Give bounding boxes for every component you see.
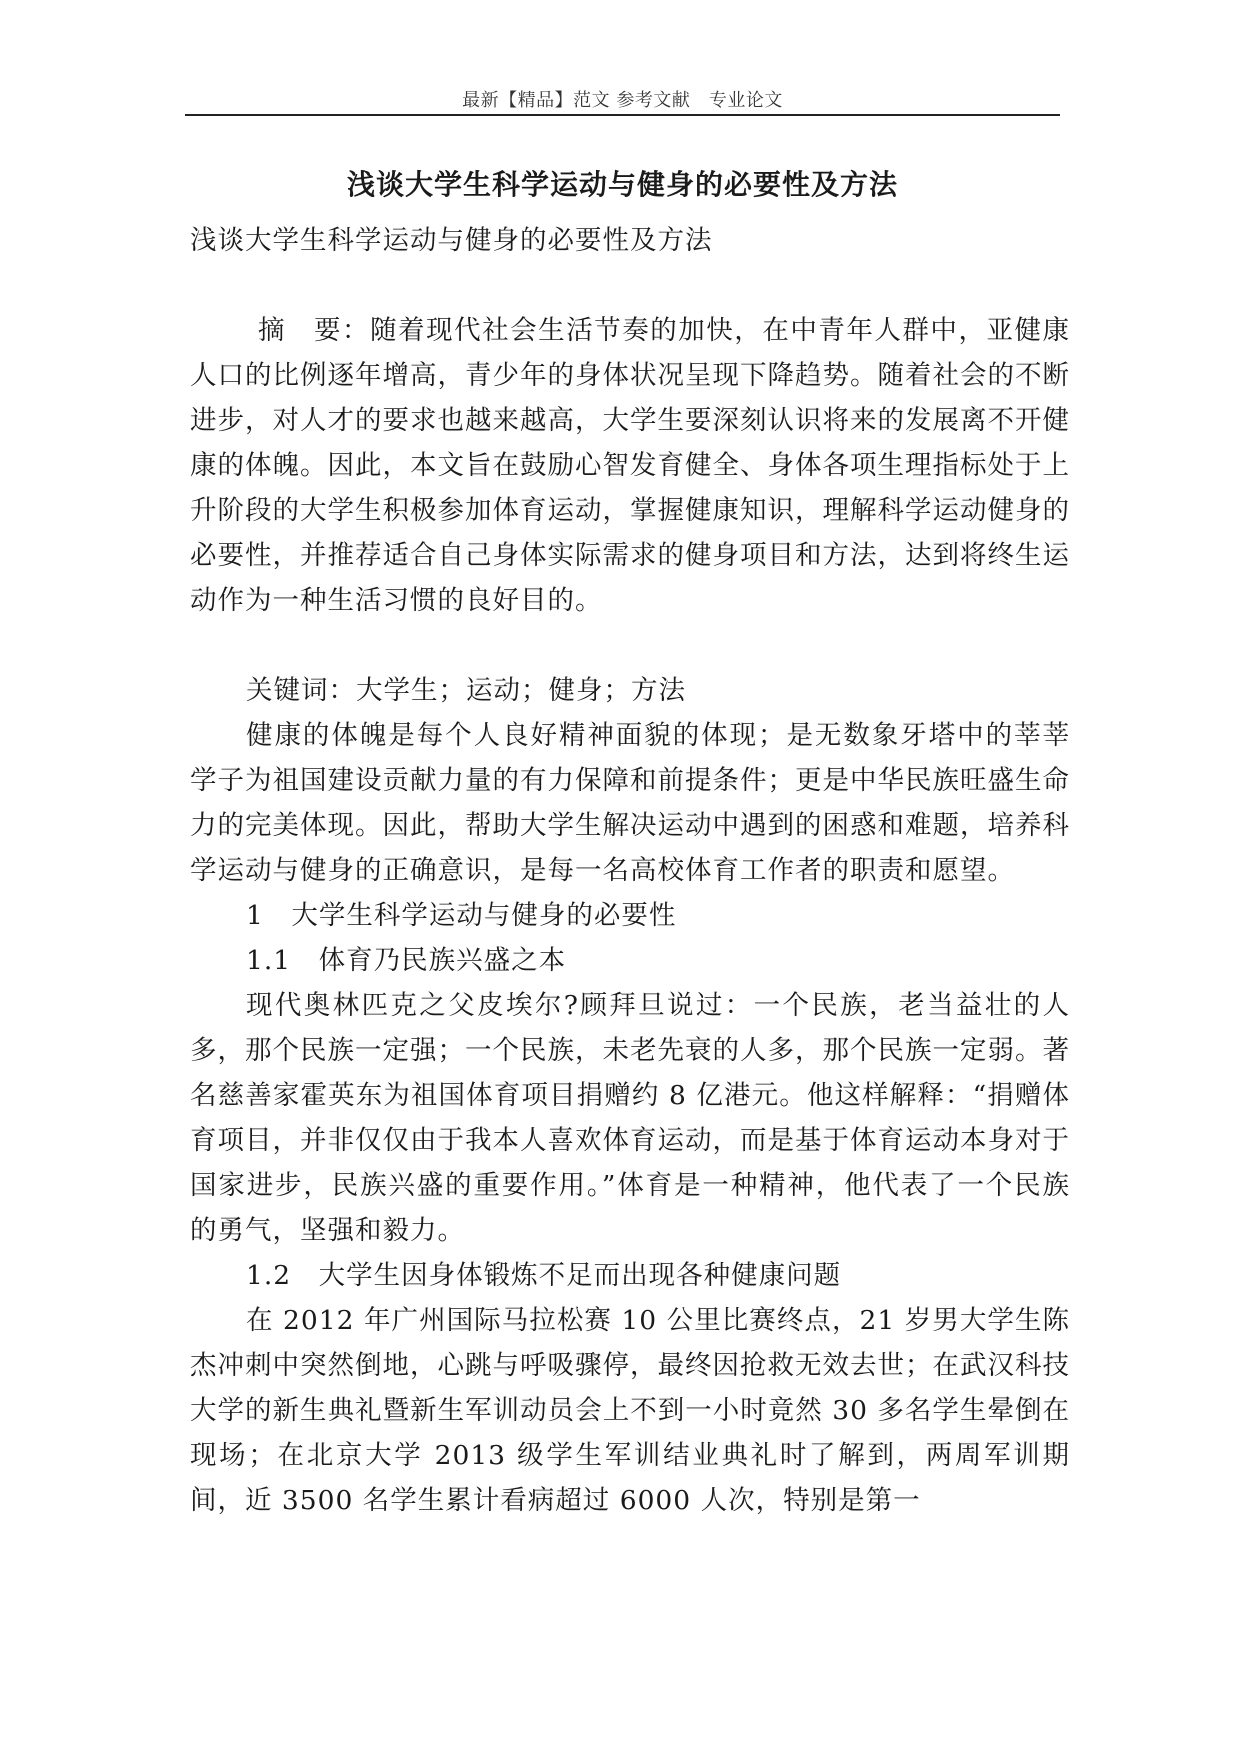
document-subtitle: 浅谈大学生科学运动与健身的必要性及方法 (190, 225, 713, 256)
document-title: 浅谈大学生科学运动与健身的必要性及方法 (346, 168, 898, 201)
abstract-paragraph: 摘 要：随着现代社会生活节奏的加快，在中青年人群中，亚健康人口的比例逐年增高，青少年的身体状况呈现下降趋势。随着社会的不断进步，对人才的要求也越来越高，大学生要深刻认识将来的发展离不开健康的体魄。因此，本文旨在鼓励心智发育健全、身体各项生理指标处于上升阶段的大学生积极参加体育运动，掌握健康知识，理解科学运动健身的必要性，并推荐适合自己身体实际需求的健身项目和方法，达到将终生运动作为一种生活习惯的良好目的。 (190, 315, 1070, 616)
header-divider (185, 114, 1060, 116)
body-paragraph-1-1: 现代奥林匹克之父皮埃尔?顾拜旦说过：一个民族，老当益壮的人多，那个民族一定强；一个民族，未老先衰的人多，那个民族一定弱。著名慈善家霍英东为祖国体育项目捐赠约 8 亿港元。他这样解释：“捐赠体育项目，并非仅仅由于我本人喜欢体育运动，而是基于体育运动本身对于国家进步，民族兴盛的重要作用。”体育是一种精神，他代表了一个民族的勇气，坚强和毅力。 (190, 990, 1070, 1246)
running-header: 最新【精品】范文 参考文献 专业论文 (462, 90, 783, 111)
body-paragraph-1-2: 在 2012 年广州国际马拉松赛 10 公里比赛终点，21 岁男大学生陈杰冲刺中突然倒地，心跳与呼吸骤停，最终因抢救无效去世；在武汉科技大学的新生典礼暨新生军训动员会上不到一小时竟然 30 多名学生晕倒在现场；在北京大学 2013 级学生军训结业典礼时了解到，两周军训期间，近 3500 名学生累计看病超过 6000 人次，特别是第一 (190, 1305, 1070, 1516)
keywords-line: 关键词：大学生；运动；健身；方法 (246, 675, 686, 706)
section-heading-1-1: 1.1 体育乃民族兴盛之本 (246, 945, 567, 976)
section-heading-1-2: 1.2 大学生因身体锻炼不足而出现各种健康问题 (246, 1260, 842, 1291)
intro-paragraph: 健康的体魄是每个人良好精神面貌的体现；是无数象牙塔中的莘莘学子为祖国建设贡献力量的有力保障和前提条件；更是中华民族旺盛生命力的完美体现。因此，帮助大学生解决运动中遇到的困惑和难题，培养科学运动与健身的正确意识，是每一名高校体育工作者的职责和愿望。 (190, 720, 1070, 886)
document-body (190, 218, 1070, 1523)
section-heading-1: 1 大学生科学运动与健身的必要性 (246, 900, 677, 931)
